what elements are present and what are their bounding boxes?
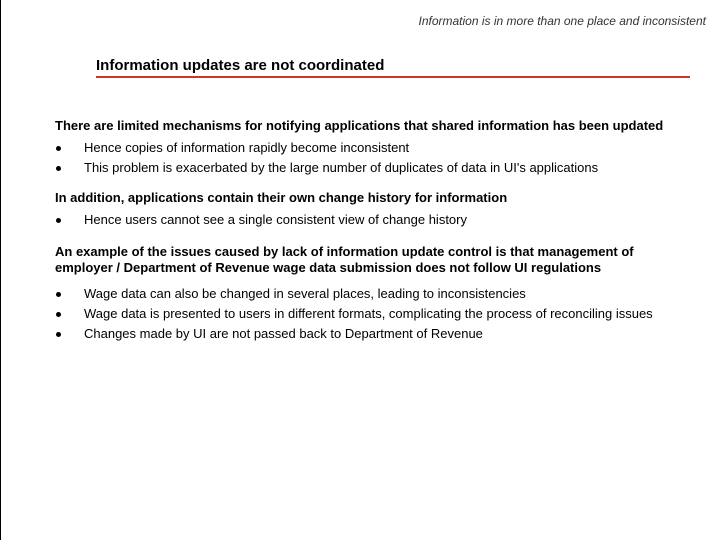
slide-left-border	[0, 0, 1, 540]
bullet-dot-icon	[56, 166, 61, 171]
list-item-text: Changes made by UI are not passed back to Department of Revenue	[84, 326, 483, 341]
list-item	[55, 160, 695, 176]
section-heading: In addition, applications contain their own change history for information	[55, 190, 508, 205]
list-item	[55, 140, 695, 156]
list-item-text: Hence users cannot see a single consistent view of change history	[84, 212, 467, 227]
bullet-list	[55, 140, 695, 176]
section-heading: An example of the issues caused by lack of information update control is that management of employer / Department of Revenue wage data submission does not follow UI regulations	[55, 244, 634, 275]
bullet-list	[55, 212, 695, 228]
list-item-text: This problem is exacerbated by the large number of duplicates of data in UI's applications	[84, 160, 599, 175]
bullet-dot-icon	[56, 292, 61, 297]
title-underline	[96, 76, 690, 78]
bullet-dot-icon	[56, 332, 61, 337]
section-notification	[55, 118, 695, 176]
bullet-dot-icon	[56, 312, 61, 317]
running-head: Information is in more than one place and inconsistent	[418, 14, 706, 28]
bullet-dot-icon	[56, 218, 61, 223]
section-change-history	[55, 190, 695, 228]
section-wage-data-example	[55, 244, 695, 342]
bullet-dot-icon	[56, 146, 61, 151]
list-item	[55, 326, 695, 342]
list-item-text: Wage data can also be changed in several places, leading to inconsistencies	[84, 286, 526, 301]
list-item-text: Wage data is presented to users in different formats, complicating the process of reconciling issues	[84, 306, 653, 321]
bullet-list	[55, 286, 695, 342]
slide-content	[55, 118, 695, 356]
section-heading: There are limited mechanisms for notifying applications that shared information has been updated	[55, 118, 664, 133]
list-item	[55, 306, 695, 322]
list-item	[55, 286, 695, 302]
list-item	[55, 212, 695, 228]
list-item-text: Hence copies of information rapidly become inconsistent	[84, 140, 410, 155]
slide-title: Information updates are not coordinated	[96, 57, 385, 74]
